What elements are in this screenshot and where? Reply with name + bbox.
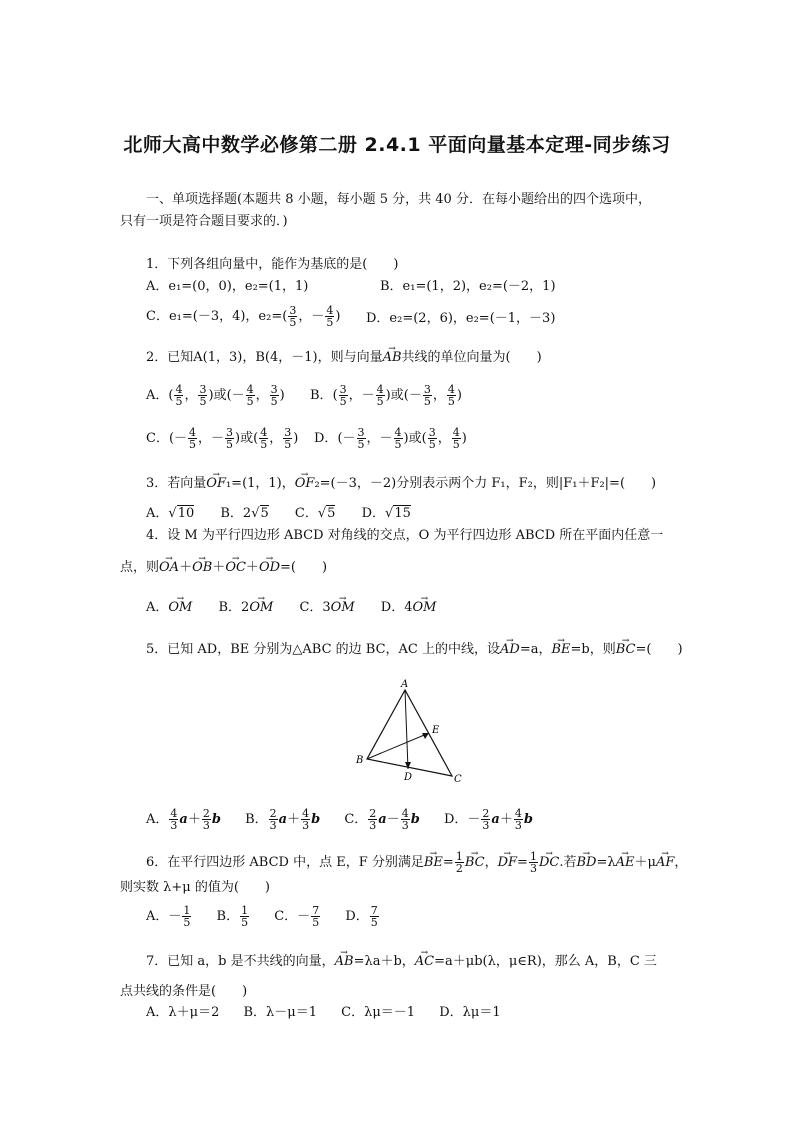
question-4-line2: 点，则→ OA＋→ OB＋→ OC＋→ OD=( ) <box>120 560 327 576</box>
q2-a-label: A． <box>146 388 169 403</box>
q1-c-end: ) <box>335 309 341 324</box>
question-4-line1: 4．设 M 为平行四边形 ABCD 对角线的交点，O 为平行四边形 ABCD 所在平面内任意一 <box>146 528 664 543</box>
q3-mid2: ₂=(－3，－2)分别表示两个力 F₁，F₂，则|F₁＋F₂|=( ) <box>314 476 657 491</box>
section-instructions-line1: 一、单项选择题(本题共 8 小题，每小题 5 分，共 40 分．在每小题给出的四个选项中， <box>146 192 651 207</box>
vector-ab: → AB <box>335 954 354 970</box>
q2-stem-pre: 2．已知A(1，3)，B(4，－1)，则与向量 <box>146 350 383 365</box>
question-4-options <box>146 600 436 616</box>
fraction: $\frac{3}{5}$ <box>284 426 292 451</box>
vector-oc: → OC <box>225 560 246 576</box>
vector-ab: → AB <box>383 350 402 366</box>
fraction: $\frac{3}{5}$ <box>289 304 297 329</box>
q3-c-label: C． <box>294 506 318 521</box>
page-title: 北师大高中数学必修第二册 2.4.1 平面向量基本定理-同步练习 <box>123 134 671 156</box>
fraction: $\frac{4}{5}$ <box>326 304 334 329</box>
q5-stem-post: =( ) <box>635 642 683 657</box>
vector-bd: → BD <box>576 855 596 871</box>
q3-d-label: D． <box>361 506 386 521</box>
q3-b-label: B．2 <box>220 506 252 521</box>
fraction: $\frac{4}{3}$ <box>514 807 522 832</box>
vector-af: → AF <box>656 855 674 871</box>
vector-dc: → DC <box>539 855 559 871</box>
q1-c-post: ，－ <box>298 309 325 324</box>
vector-oa: → OA <box>159 560 179 576</box>
vector-om: → OM <box>331 600 355 616</box>
vector-bc: → BC <box>616 642 636 658</box>
median-ad <box>405 690 408 769</box>
vector-be: → BE <box>551 642 570 658</box>
q6-d-label: D． <box>345 909 369 924</box>
q2-stem-post: 共线的单位向量为( ) <box>401 350 542 365</box>
q4-b-label: B．2 <box>218 600 250 615</box>
question-1-option-b: B．e₁=(1，2)，e₂=(－2，1) <box>380 279 556 294</box>
question-1-option-d: D．e₂=(2，6)，e₂=(－1，－3) <box>366 311 556 326</box>
median-be <box>367 733 429 759</box>
vector-ob: → OB <box>192 560 212 576</box>
q7-option-b: B．λ－μ＝1 <box>243 1005 318 1020</box>
fraction: $\frac{1}{2}$ <box>455 850 463 875</box>
vector-ad: → AD <box>500 642 520 658</box>
fraction: $\frac{3}{5}$ <box>339 383 347 408</box>
fraction: $\frac{3}{5}$ <box>428 426 436 451</box>
fraction: $\frac{4}{3}$ <box>170 807 178 832</box>
q6-a-label: A．－ <box>146 909 182 924</box>
question-2-option-b: B．( $\frac{3}{5}$ ，－ $\frac{4}{5}$ )或(－ $\frac{3}{5}$ ， $\frac{4}{5}$ ) <box>310 383 462 408</box>
or-text: 或 <box>390 388 404 403</box>
q5-a-label: A． <box>146 812 169 827</box>
q3-stem-pre: 3．若向量 <box>146 476 207 491</box>
vector-of1: → OF <box>206 476 226 492</box>
question-7-line1 <box>146 954 657 970</box>
question-2-option-c: C．(－ $\frac{4}{5}$ ，－ $\frac{3}{5}$ )或( $\frac{4}{5}$ ， $\frac{3}{5}$ ) <box>146 426 299 451</box>
q5-a-eq: =a， <box>519 642 552 657</box>
fraction: $\frac{4}{5}$ <box>175 383 183 408</box>
sqrt-value: 5 <box>260 506 269 521</box>
q6-line1-pre: 6．在平行四边形 ABCD 中，点 E，F 分别满足 <box>146 855 424 870</box>
fraction: $\frac{4}{5}$ <box>447 383 455 408</box>
fraction: $\frac{2}{3}$ <box>269 807 277 832</box>
question-3-stem <box>146 476 656 492</box>
q7-line1-pre: 7．已知 a，b 是不共线的向量， <box>146 954 335 969</box>
or-text: 或 <box>240 431 254 446</box>
q3-mid1: ₁=(1，1)， <box>225 476 295 491</box>
question-7-options <box>146 1005 501 1021</box>
label-e: E <box>432 725 440 736</box>
sqrt-value: 15 <box>394 506 411 521</box>
or-text: 或 <box>408 431 422 446</box>
fraction: $\frac{1}{3}$ <box>529 850 537 875</box>
q5-b-label: B． <box>245 812 268 827</box>
question-2-stem <box>146 350 542 366</box>
question-1-option-a: A．e₁=(0，0)，e₂=(1，1) <box>146 279 309 294</box>
vector-ae: → AE <box>616 855 635 871</box>
fraction: $\frac{7}{5}$ <box>312 904 320 929</box>
q7-option-a: A．λ＋μ＝2 <box>146 1005 220 1020</box>
fraction: $\frac{4}{5}$ <box>260 426 268 451</box>
label-c: C <box>454 774 462 785</box>
q4-d-label: D．4 <box>380 600 413 615</box>
q3-a-label: A． <box>146 506 169 521</box>
triangle-figure <box>350 676 470 788</box>
question-1-option-c <box>146 305 340 328</box>
question-5-stem <box>146 642 683 658</box>
fraction: $\frac{3}{5}$ <box>357 426 365 451</box>
q4-line2-pre: 点，则 <box>120 560 160 575</box>
section-instructions-line2: 只有一项是符合题目要求的．) <box>120 214 288 229</box>
q7-option-c: C．λμ＝－1 <box>341 1005 416 1020</box>
fraction: $\frac{4}{5}$ <box>452 426 460 451</box>
vector-om: → OM <box>168 600 192 616</box>
label-d: D <box>404 772 413 783</box>
q2-b-label: B． <box>310 388 333 403</box>
fraction: $\frac{2}{3}$ <box>482 807 490 832</box>
fraction: $\frac{2}{3}$ <box>369 807 377 832</box>
fraction: $\frac{1}{5}$ <box>183 904 191 929</box>
q5-d-label: D． <box>443 812 468 827</box>
fraction: $\frac{4}{3}$ <box>302 807 310 832</box>
q4-a-label: A． <box>146 600 169 615</box>
sqrt-value: 10 <box>177 506 195 521</box>
fraction: $\frac{4}{5}$ <box>376 383 384 408</box>
q5-c-label: C． <box>344 812 368 827</box>
vector-ac: → AC <box>415 954 434 970</box>
q7-line1-mid: =λa＋b， <box>353 954 415 969</box>
q2-c-label: C． <box>146 431 169 446</box>
vector-om: → OM <box>412 600 436 616</box>
question-6-options <box>146 905 380 928</box>
question-5-options: A． $\frac{4}{3}$ a＋ $\frac{2}{3}$ b B． $\frac{2}{3}$ a＋ $\frac{4}{3}$ b C． $\frac{2}{3}$ a－ $\frac{4}{3}$ b D．－ $\frac{2}{3}$ a＋ $\frac{4}{3}$ b <box>146 807 533 832</box>
q7-line1-post: =a＋μb(λ，μ∈R)，那么 A，B，C 三 <box>434 954 657 969</box>
q1-c-pre: C．e₁=(－3，4)，e₂=( <box>146 309 288 324</box>
vector-df: → DF <box>498 855 517 871</box>
fraction: $\frac{1}{5}$ <box>241 904 249 929</box>
fraction: $\frac{4}{3}$ <box>401 807 409 832</box>
fraction: $\frac{3}{5}$ <box>423 383 431 408</box>
fraction: $\frac{4}{5}$ <box>394 426 402 451</box>
q4-line2-post: =( ) <box>280 560 328 575</box>
question-6-line1: 6．在平行四边形 ABCD 中，点 E，F 分别满足→ BE= $\frac{1}{2}$ → BC，→ DF= $\frac{1}{3}$ → DC.若→ BD=λ→ AE＋μ→ AF， <box>146 851 687 874</box>
vector-be: → BE <box>424 855 443 871</box>
question-3-options: A．√10 B．2√5 C．√5 D．√15 <box>146 506 411 521</box>
question-1-stem: 1．下列各组向量中，能作为基底的是( ) <box>146 257 399 272</box>
q5-b-eq: =b，则 <box>570 642 616 657</box>
question-6-line2: 则实数 λ+μ 的值为( ) <box>120 880 270 895</box>
vector-of2: → OF <box>295 476 315 492</box>
vector-om: → OM <box>249 600 273 616</box>
sqrt-value: 5 <box>327 506 336 521</box>
q6-b-label: B． <box>216 909 240 924</box>
fraction: $\frac{3}{5}$ <box>226 426 234 451</box>
or-text: 或 <box>213 388 227 403</box>
fraction: $\frac{4}{5}$ <box>189 426 197 451</box>
q2-d-label: D． <box>314 431 338 446</box>
label-b: B <box>356 755 364 766</box>
fraction: $\frac{3}{5}$ <box>270 383 278 408</box>
question-2-option-a: A．( $\frac{4}{5}$ ， $\frac{3}{5}$ )或(－ $\frac{4}{5}$ ， $\frac{3}{5}$ ) <box>146 383 285 408</box>
question-2-option-d: D．(－ $\frac{3}{5}$ ，－ $\frac{4}{5}$ )或( $\frac{3}{5}$ ， $\frac{4}{5}$ ) <box>314 426 467 451</box>
vector-bc: → BC <box>465 855 485 871</box>
fraction: $\frac{2}{3}$ <box>202 807 210 832</box>
fraction: $\frac{4}{5}$ <box>246 383 254 408</box>
vector-od: → OD <box>259 560 280 576</box>
q6-c-label: C．－ <box>274 909 311 924</box>
label-a: A <box>401 679 409 690</box>
q5-stem-pre: 5．已知 AD，BE 分别为△ABC 的边 BC，AC 上的中线，设 <box>146 642 500 657</box>
fraction: $\frac{7}{5}$ <box>370 904 378 929</box>
question-7-line2: 点共线的条件是( ) <box>120 984 248 999</box>
q7-option-d: D．λμ＝1 <box>439 1005 501 1020</box>
q4-c-label: C．3 <box>299 600 331 615</box>
fraction: $\frac{3}{5}$ <box>199 383 207 408</box>
